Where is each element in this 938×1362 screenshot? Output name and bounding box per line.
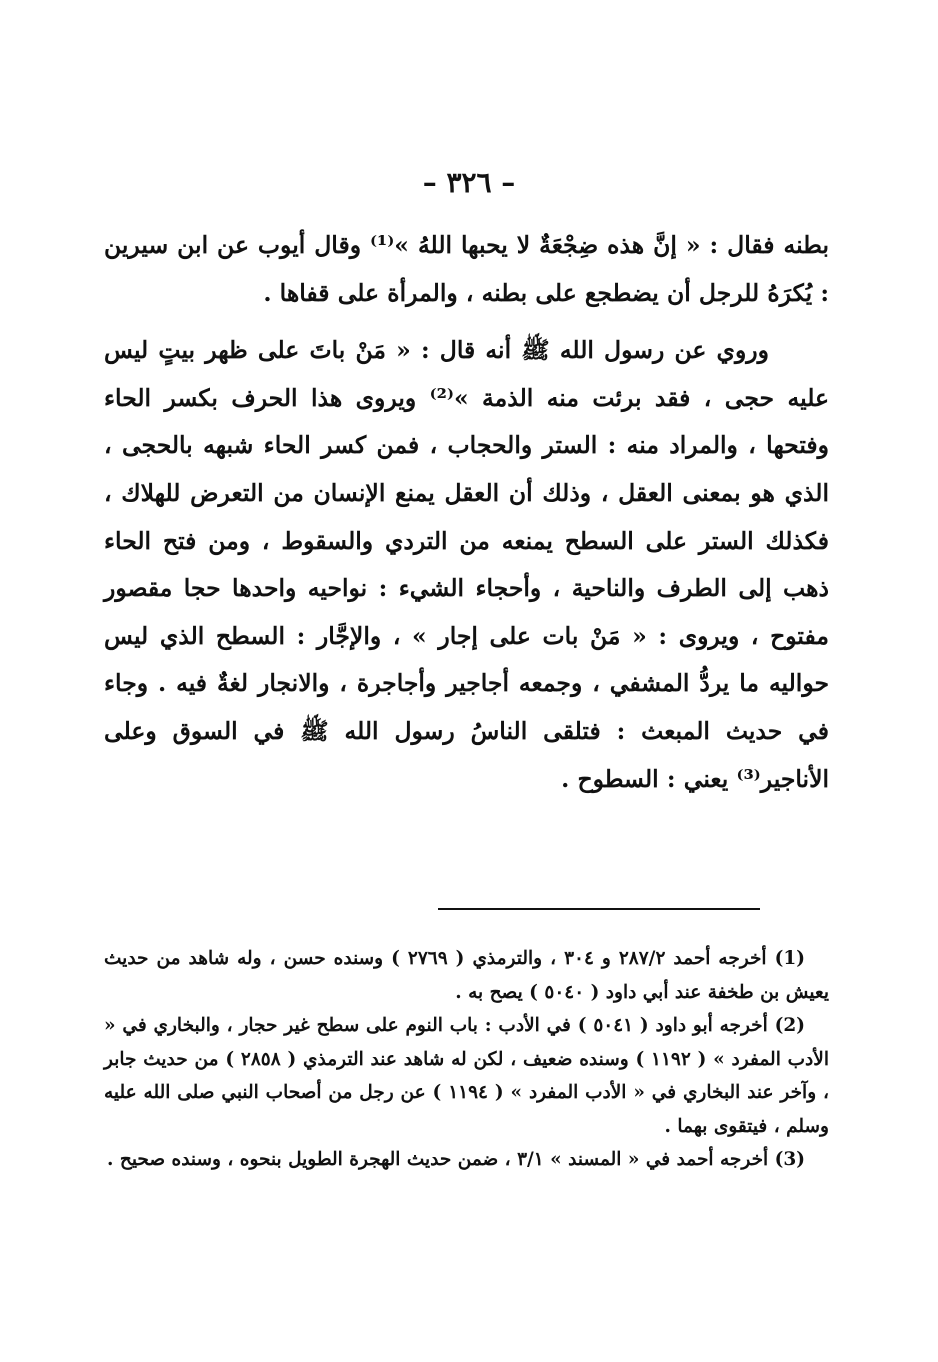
footnote-divider [438,908,760,910]
footnotes [104,942,829,1177]
footnote-3: (3) أخرجه أحمد في « المسند » ٣/١ ، ضمن حديث الهجرة الطويل بنحوه ، وسنده صحيح . [107,1149,805,1170]
page-number: – ٣٢٦ – [422,166,516,199]
main-text [104,222,829,803]
body-paragraph-2: وروي عن رسول الله ﷺ أنه قال : « مَنْ باتَ على ظهر بيتٍ ليس عليه حجى ، فقد برئت منه الذمة »⁽²⁾ ويروى هذا الحرف بكسر الحاء وفتحها ، والمراد منه : الستر والحجاب ، فمن كسر الحاء شبهه بالحجى ، الذي هو بمعنى العقل ، وذلك أن العقل يمنع الإنسان من التعرض للهلاك ، فكذلك الستر على السطح يمنعه من التردي والسقوط ، ومن فتح الحاء ذهب إلى الطرف والناحية ، وأحجاء الشيء : نواحيه واحدها حجا مقصور مفتوح ، ويروى : « مَنْ بات على إجار » ، والإجَّار : السطح الذي ليس حواليه ما يردُّ المشفي ، وجمعه أجاجير وأجاجرة ، والانجار لغةٌ فيه . وجاء في حديث المبعث : فتلقى الناسُ رسول الله ﷺ في السوق وعلى الأناجير⁽³⁾ يعني : السطوح . [104,336,829,793]
footnote-2: (2) أخرجه أبو داود ( ٥٠٤١ ) في الأدب : باب النوم على سطح غير حجار ، والبخاري في « الأدب المفرد » ( ١١٩٢ ) وسنده ضعيف ، لكن له شاهد عند الترمذي ( ٢٨٥٨ ) من حديث جابر ، وآخر عند البخاري في « الأدب المفرد » ( ١١٩٤ ) عن رجل من أصحاب النبي صلى الله عليه وسلم ، فيتقوى بهما . [104,1015,829,1137]
footnote-1: (1) أخرجه أحمد ٢٨٧/٢ و ٣٠٤ ، والترمذي ( ٢٧٦٩ ) وسنده حسن ، وله شاهد من حديث يعيش بن طخفة عند أبي داود ( ٥٠٤٠ ) يصح به . [104,948,829,1003]
body-paragraph-1: بطنه فقال : « إنَّ هذه ضِجْعَةٌ لا يحبها اللهُ »⁽¹⁾ وقال أيوب عن ابن سيرين : يُكرَهُ للرجل أن يضطجع على بطنه ، والمرأة على قفاها . [104,231,829,307]
